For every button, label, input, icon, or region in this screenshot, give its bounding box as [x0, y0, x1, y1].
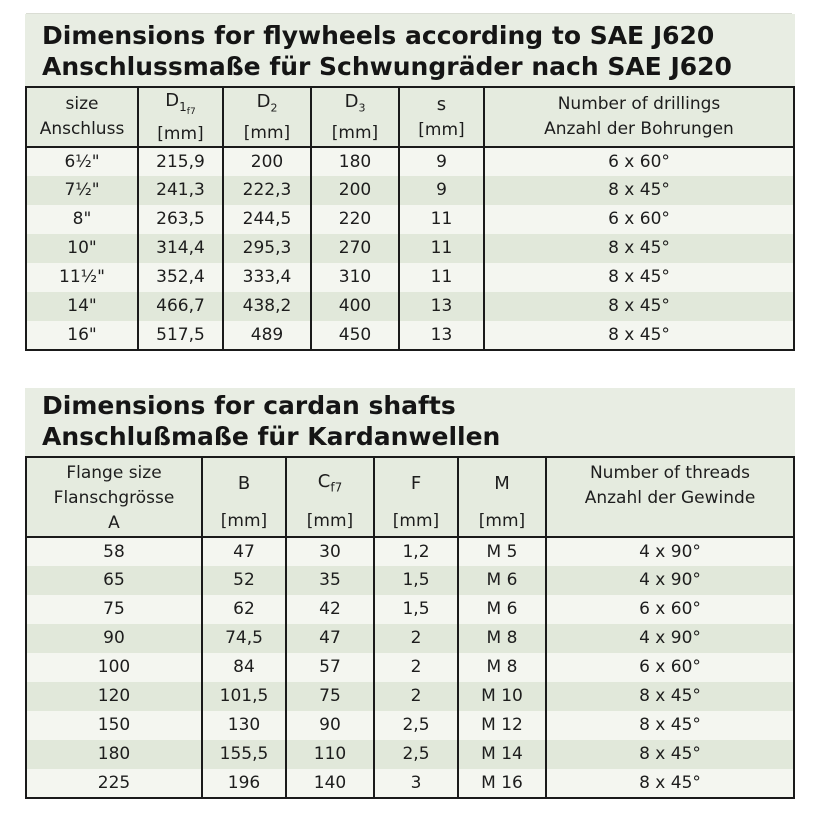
- table-cell: 84: [202, 653, 286, 682]
- table-row: [26, 234, 794, 263]
- b-symbol: B: [237, 472, 251, 494]
- d3-unit: [mm]: [331, 123, 379, 144]
- table-cell: 244,5: [223, 205, 311, 234]
- table-cell: M 12: [458, 711, 546, 740]
- table-cell: 6 x 60°: [546, 653, 794, 682]
- cardan-table: [25, 456, 795, 799]
- table-cell: 11: [399, 263, 484, 292]
- flywheel-title-panel: [25, 14, 795, 86]
- table-cell: 9: [399, 147, 484, 176]
- cardan-section: [25, 388, 795, 799]
- table-cell: 6 x 60°: [546, 595, 794, 624]
- table-cell: M 6: [458, 595, 546, 624]
- table-cell: 75: [26, 595, 202, 624]
- table-row: [26, 595, 794, 624]
- col-header-drillings: [484, 87, 794, 147]
- table-cell: M 14: [458, 740, 546, 769]
- cardan-title-panel: [25, 388, 795, 456]
- col-header-m: [458, 457, 546, 537]
- table-cell: 222,3: [223, 176, 311, 205]
- col-header-threads: [546, 457, 794, 537]
- table-cell: 75: [286, 682, 374, 711]
- table-cell: 8 x 45°: [484, 234, 794, 263]
- table-row: [26, 292, 794, 321]
- header-row: [26, 87, 794, 147]
- table-cell: 196: [202, 769, 286, 798]
- table-cell: 295,3: [223, 234, 311, 263]
- table-row: [26, 769, 794, 798]
- table-cell: 310: [311, 263, 399, 292]
- table-row: [26, 205, 794, 234]
- table-cell: 8 x 45°: [484, 263, 794, 292]
- table-row: [26, 566, 794, 595]
- drillings-label-en: Number of drillings: [557, 93, 721, 114]
- d1f7-unit: [mm]: [157, 123, 204, 144]
- table-row: [26, 740, 794, 769]
- table-cell: 42: [286, 595, 374, 624]
- table-cell: 100: [26, 653, 202, 682]
- s-unit: [mm]: [418, 119, 465, 140]
- table-cell: 241,3: [138, 176, 223, 205]
- table-cell: 225: [26, 769, 202, 798]
- header-row: [26, 457, 794, 537]
- table-cell: 400: [311, 292, 399, 321]
- flange-label-de: Flanschgrösse: [53, 487, 175, 508]
- f-unit: [mm]: [392, 510, 440, 531]
- cardan-table-body: [26, 537, 794, 798]
- col-header-b: [202, 457, 286, 537]
- table-cell: 11½": [26, 263, 138, 292]
- table-cell: 466,7: [138, 292, 223, 321]
- table-cell: 3: [374, 769, 458, 798]
- col-header-s: [399, 87, 484, 147]
- table-cell: 13: [399, 321, 484, 350]
- col-header-size: [26, 87, 138, 147]
- table-cell: M 5: [458, 537, 546, 566]
- table-cell: 9: [399, 176, 484, 205]
- table-cell: 52: [202, 566, 286, 595]
- table-cell: 8": [26, 205, 138, 234]
- table-cell: 4 x 90°: [546, 537, 794, 566]
- d2-symbol: $D_2$: [256, 90, 278, 115]
- table-cell: 7½": [26, 176, 138, 205]
- table-cell: 58: [26, 537, 202, 566]
- table-cell: 8 x 45°: [546, 769, 794, 798]
- table-cell: 2,5: [374, 711, 458, 740]
- col-header-d2: [223, 87, 311, 147]
- flange-label-a: A: [108, 512, 120, 533]
- table-cell: 130: [202, 711, 286, 740]
- size-label-de: Anschluss: [39, 118, 125, 139]
- table-row: [26, 711, 794, 740]
- table-cell: 13: [399, 292, 484, 321]
- table-cell: 6 x 60°: [484, 147, 794, 176]
- table-cell: 30: [286, 537, 374, 566]
- cf7-unit: [mm]: [306, 510, 354, 531]
- table-cell: 517,5: [138, 321, 223, 350]
- flywheel-title-en: Dimensions for flywheels according to SAE J620: [42, 21, 715, 50]
- table-cell: 200: [223, 147, 311, 176]
- table-cell: 438,2: [223, 292, 311, 321]
- table-row: [26, 624, 794, 653]
- table-cell: 11: [399, 234, 484, 263]
- table-row: [26, 176, 794, 205]
- table-cell: 352,4: [138, 263, 223, 292]
- table-row: [26, 263, 794, 292]
- threads-label-de: Anzahl der Gewinde: [584, 487, 756, 508]
- table-cell: 1,5: [374, 566, 458, 595]
- drillings-label-de: Anzahl der Bohrungen: [544, 118, 734, 139]
- table-cell: 489: [223, 321, 311, 350]
- table-cell: 6 x 60°: [484, 205, 794, 234]
- table-cell: 4 x 90°: [546, 624, 794, 653]
- table-row: [26, 147, 794, 176]
- table-cell: 180: [26, 740, 202, 769]
- table-cell: 90: [286, 711, 374, 740]
- table-cell: 180: [311, 147, 399, 176]
- d3-symbol: $D_3$: [344, 90, 366, 115]
- cardan-title-de: Anschlußmaße für Kardanwellen: [42, 421, 501, 451]
- table-cell: 8 x 45°: [484, 292, 794, 321]
- flywheel-title-de: Anschlussmaße für Schwungräder nach SAE J620: [42, 52, 732, 81]
- table-cell: 90: [26, 624, 202, 653]
- table-cell: 74,5: [202, 624, 286, 653]
- table-cell: 270: [311, 234, 399, 263]
- col-header-flange-size: [26, 457, 202, 537]
- table-cell: 8 x 45°: [546, 682, 794, 711]
- table-cell: 314,4: [138, 234, 223, 263]
- table-cell: 16": [26, 321, 138, 350]
- threads-label-en: Number of threads: [589, 462, 751, 483]
- table-cell: 120: [26, 682, 202, 711]
- document: [25, 14, 795, 799]
- table-cell: 140: [286, 769, 374, 798]
- m-unit: [mm]: [478, 510, 526, 531]
- flywheel-table-header: [26, 87, 794, 147]
- table-cell: 200: [311, 176, 399, 205]
- table-cell: 2: [374, 653, 458, 682]
- table-cell: 450: [311, 321, 399, 350]
- table-cell: 35: [286, 566, 374, 595]
- size-label-en: size: [65, 93, 99, 114]
- table-cell: 4 x 90°: [546, 566, 794, 595]
- cardan-title-en: Dimensions for cardan shafts: [42, 390, 456, 420]
- table-cell: 47: [286, 624, 374, 653]
- table-cell: 220: [311, 205, 399, 234]
- table-cell: 2,5: [374, 740, 458, 769]
- table-cell: 14": [26, 292, 138, 321]
- table-cell: 150: [26, 711, 202, 740]
- table-cell: M 16: [458, 769, 546, 798]
- col-header-f: [374, 457, 458, 537]
- table-row: [26, 653, 794, 682]
- cardan-table-header: [26, 457, 794, 537]
- table-cell: 215,9: [138, 147, 223, 176]
- col-header-d3: [311, 87, 399, 147]
- table-cell: M 8: [458, 624, 546, 653]
- m-symbol: M: [494, 472, 510, 494]
- table-cell: 8 x 45°: [546, 740, 794, 769]
- table-row: [26, 682, 794, 711]
- d2-unit: [mm]: [243, 123, 291, 144]
- table-cell: 6½": [26, 147, 138, 176]
- table-cell: 62: [202, 595, 286, 624]
- table-cell: 2: [374, 624, 458, 653]
- table-cell: 333,4: [223, 263, 311, 292]
- table-cell: 47: [202, 537, 286, 566]
- table-cell: 1,5: [374, 595, 458, 624]
- col-header-cf7: [286, 457, 374, 537]
- table-cell: M 8: [458, 653, 546, 682]
- table-row: [26, 537, 794, 566]
- d1f7-symbol: $D_{1_{f7}}$: [165, 90, 196, 117]
- table-cell: 101,5: [202, 682, 286, 711]
- col-header-d1f7: [138, 87, 223, 147]
- table-cell: 57: [286, 653, 374, 682]
- table-cell: 10": [26, 234, 138, 263]
- table-cell: 8 x 45°: [484, 176, 794, 205]
- table-row: [26, 321, 794, 350]
- table-cell: 8 x 45°: [484, 321, 794, 350]
- cf7-symbol: $C_{f7}$: [317, 471, 343, 495]
- table-cell: M 6: [458, 566, 546, 595]
- table-cell: 65: [26, 566, 202, 595]
- table-cell: 263,5: [138, 205, 223, 234]
- f-symbol: F: [410, 472, 422, 494]
- table-cell: 155,5: [202, 740, 286, 769]
- section-gap: [25, 351, 795, 388]
- flywheel-table: [25, 86, 795, 351]
- b-unit: [mm]: [220, 510, 268, 531]
- table-cell: M 10: [458, 682, 546, 711]
- table-cell: 110: [286, 740, 374, 769]
- table-cell: 8 x 45°: [546, 711, 794, 740]
- s-symbol: s: [436, 93, 447, 115]
- flywheel-section: [25, 14, 795, 351]
- table-cell: 1,2: [374, 537, 458, 566]
- flywheel-table-body: [26, 147, 794, 350]
- table-cell: 2: [374, 682, 458, 711]
- flange-label-en: Flange size: [66, 462, 162, 483]
- table-cell: 11: [399, 205, 484, 234]
